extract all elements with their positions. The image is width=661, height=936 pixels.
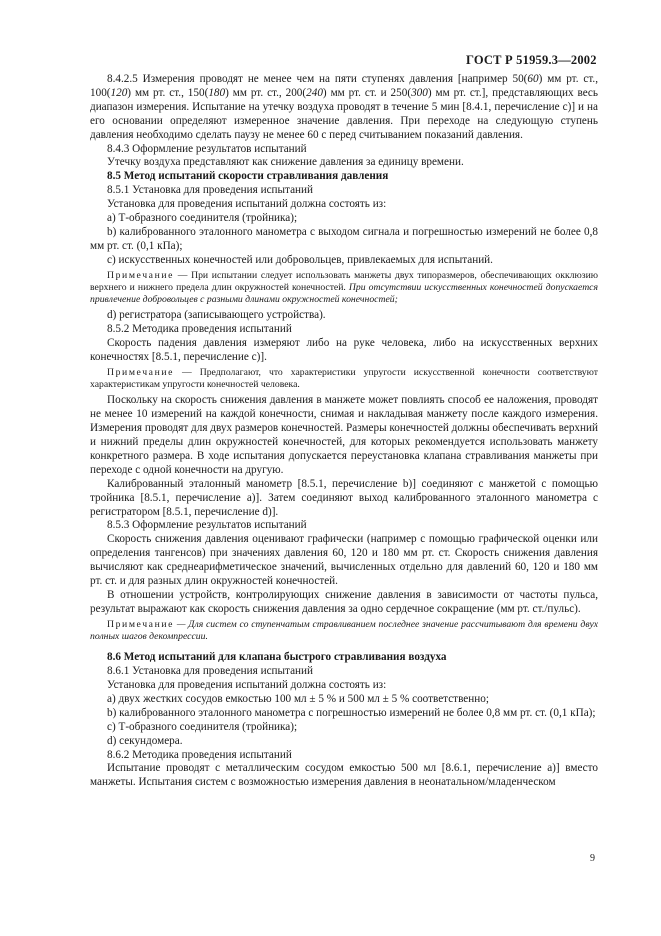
list-item-861-a: a) двух жестких сосудов емкостью 100 мл ± 5 % и 500 мл ± 5 % соответственно; [107,692,489,705]
paragraph-853-2: В отношении устройств, контролирующих снижение давления в зависимости от частоты пульса, результат выражают как скорость снижения давления за одно сердечное сокращение (мм рт. ст./пульс). [90,589,598,615]
heading-851: 8.5.1 Установка для проведения испытаний [107,184,314,197]
list-item-861-c: c) Т-образного соединителя (тройника); [107,720,298,733]
paragraph-852-2: Поскольку на скорость снижения давления в манжете может повлиять способ ее наложения, проводят не менее 10 измерений на каждой конечности, снимая и накладывая манжету после каждого измерения. Измерения проводят для двух размеров конечностей. Размеры конечностей должны обеспечивать верхний и нижний пределы длин окружностей конечностей, для которых рекомендуется использовать манжету конкретного размера. В ходе испытания допускается переустановка клапана стравливания манжеты при переходе с одной конечности на другую. [90,394,598,476]
paragraph-851-intro: Установка для проведения испытаний должна состоять из: [107,198,387,211]
note-851: Примечание — При испытании следует использовать манжеты двух типоразмеров, обеспечивающих окклюзию верхнего и нижнего предела длин окружностей конечностей. При отсутствии искусственных конечностей допускается привлечение добровольцев с разными длинами окружностей конечностей; [90,269,598,306]
paragraph-843: Утечку воздуха представляют как снижение давления за единицу времени. [107,156,464,169]
heading-862: 8.6.2 Методика проведения испытаний [107,748,292,761]
paragraph-861-intro: Установка для проведения испытаний должна состоять из: [107,679,387,692]
heading-861: 8.6.1 Установка для проведения испытаний [107,665,314,678]
page-body [90,73,598,790]
page-number: 9 [590,853,595,864]
document-header: ГОСТ Р 51959.3—2002 [466,53,597,67]
list-item-851-b: b) калиброванного эталонного манометра с выходом сигнала и погрешностью измерений не более 0,8 мм рт. ст. (0,1 кПа); [90,225,598,252]
section-85-title: 8.5 Метод испытаний скорости стравливания давления [107,170,389,183]
list-item-861-d: d) секундомера. [107,734,183,747]
list-item-861-b: b) калиброванного эталонного манометра с погрешностью измерений не более 0,8 мм рт. ст. (0,1 кПа); [107,706,596,719]
paragraph-852-3: Калиброванный эталонный манометр [8.5.1, перечисление b)] соединяют с манжетой с помощью тройника [8.5.1, перечисление а)]. Затем соединяют выход калиброванного эталонного манометра с регистратором [8.5.1, перечисление d)]. [90,477,598,518]
note-853: Примечание — Для систем со ступенчатым стравливанием последнее значение рассчитывают для времени двух полных шагов декомпрессии. [90,618,598,643]
list-item-851-c: c) искусственных конечностей или добровольцев, привлекаемых для испытаний. [107,253,493,266]
list-item-851-a: a) Т-образного соединителя (тройника); [107,212,298,225]
paragraph-8425: 8.4.2.5 Измерения проводят не менее чем на пяти ступенях давления [например 50(60) мм рт. ст., 100(120) мм рт. ст., 150(180) мм рт. ст., 200(240) мм рт. ст. и 250(300) мм рт. ст.], представляющих весь диапазон измерения. Испытание на утечку воздуха проводят в течение 5 мин [8.4.1, перечисление с)] и на его основании определяют измеренное значение давления. При переходе на следующую ступень давления необходимо сделать паузу не менее 60 с перед считыванием показаний давления. [90,73,599,141]
paragraph-852-1: Скорость падения давления измеряют либо на руке человека, либо на искусственных верхних конечностях [8.5.1, перечисление с)]. [90,337,598,364]
section-86-title: 8.6 Метод испытаний для клапана быстрого стравливания воздуха [107,651,447,664]
paragraph-862-1: Испытание проводят с металлическим сосудом емкостью 500 мл [8.6.1, перечисление а)] вместо манжеты. Испытания систем с возможностью измерения давления в неонатальном/младенческом [90,762,598,789]
note-852: Примечание — Предполагают, что характеристики упругости искусственной конечности соответствуют характеристикам упругости конечностей человека. [90,366,598,391]
heading-853: 8.5.3 Оформление результатов испытаний [107,519,307,532]
heading-852: 8.5.2 Методика проведения испытаний [107,323,292,336]
list-item-851-d: d) регистратора (записывающего устройства). [107,309,326,322]
paragraph-853-1: Скорость снижения давления оценивают графически (например с помощью графической оценки или определения тангенсов) при значениях давления 60, 120 и 180 мм рт. ст. Скорость снижения давления вычисляют как среднеарифметическое значений, вычисленных отдельно для давлений 60, 120 и 180 мм рт. ст. и для разных длин окружностей конечностей. [90,533,598,588]
heading-843: 8.4.3 Оформление результатов испытаний [107,142,307,155]
